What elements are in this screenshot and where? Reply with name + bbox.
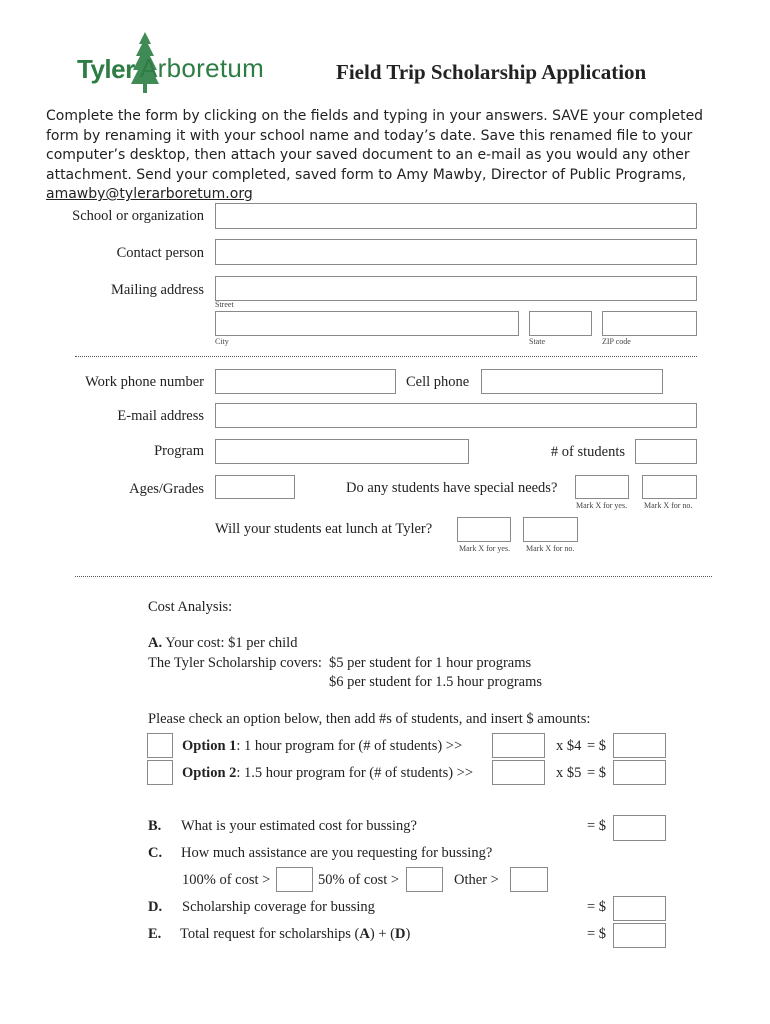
instructions-text: Complete the form by clicking on the fields and typing in your answers. SAVE your completed form by renaming it with your school name and today’s date. Save this renamed file to your computer’s desktop, then attach your saved document to an e-mail as you would any other attachment. Send your completed, saved form to Amy Mawby, Director of Public Programs, xyxy=(46,108,704,183)
street-sublabel: Street xyxy=(215,300,234,309)
d-letter-text: D. xyxy=(148,899,163,915)
e-letter xyxy=(148,926,161,943)
option-2-amount-field[interactable] xyxy=(613,760,666,785)
program-label: Program xyxy=(154,443,204,459)
school-label: School or organization xyxy=(72,208,204,224)
work-phone-label: Work phone number xyxy=(85,374,204,390)
logo-text-tyler: Tyler xyxy=(77,54,135,84)
c-letter-text: C. xyxy=(148,845,163,861)
city-field[interactable] xyxy=(215,311,519,336)
option-instruction: Please check an option below, then add #s of students, and insert $ amounts: xyxy=(148,711,591,727)
logo-text-arboretum: Arboretum xyxy=(140,53,265,83)
city-sublabel: City xyxy=(215,337,229,346)
covers-line-2: $6 per student for 1.5 hour programs xyxy=(329,674,543,690)
covers-label: The Tyler Scholarship covers: xyxy=(148,655,322,671)
d-amount-field[interactable] xyxy=(613,896,666,921)
email-field[interactable] xyxy=(215,403,697,428)
e-a: A xyxy=(359,926,370,942)
lunch-label: Will your students eat lunch at Tyler? xyxy=(215,521,433,537)
contact-field[interactable] xyxy=(215,239,697,265)
option-1-multiplier: x $4 xyxy=(556,738,582,754)
lunch-yes-sublabel: Mark X for yes. xyxy=(459,544,511,553)
e-equals: = $ xyxy=(587,926,607,942)
e-text-2: ) + ( xyxy=(369,926,395,942)
d-equals: = $ xyxy=(587,899,607,915)
d-text: Scholarship coverage for bussing xyxy=(182,899,375,915)
state-field[interactable] xyxy=(529,311,592,336)
b-equals: = $ xyxy=(587,818,607,834)
d-letter xyxy=(148,899,162,916)
lunch-yes-box[interactable] xyxy=(457,517,511,542)
special-needs-yes-box[interactable] xyxy=(575,475,629,499)
option-2-equals: = $ xyxy=(587,765,607,781)
c-question: How much assistance are you requesting for bussing? xyxy=(181,845,493,861)
cell-phone-label: Cell phone xyxy=(406,374,470,390)
b-letter-text: B. xyxy=(148,818,162,834)
lunch-no-sublabel: Mark X for no. xyxy=(526,544,575,553)
special-needs-no-box[interactable] xyxy=(642,475,697,499)
school-field[interactable] xyxy=(215,203,697,229)
e-letter-text: E. xyxy=(148,926,162,942)
option-1-equals: = $ xyxy=(587,738,607,754)
email-link[interactable]: amawby@tylerarboretum.org xyxy=(46,186,253,202)
special-needs-no-sublabel: Mark X for no. xyxy=(644,501,693,510)
program-field[interactable] xyxy=(215,439,469,464)
c-100-box[interactable] xyxy=(276,867,313,892)
c-other-box[interactable] xyxy=(510,867,548,892)
cell-phone-field[interactable] xyxy=(481,369,663,394)
email-label: E-mail address xyxy=(117,408,204,424)
c-100-label: 100% of cost > xyxy=(182,872,271,888)
option-1-label xyxy=(182,738,462,755)
students-label: # of students xyxy=(550,444,625,460)
students-field[interactable] xyxy=(635,439,697,464)
option-2-students-field[interactable] xyxy=(492,760,545,785)
c-50-box[interactable] xyxy=(406,867,443,892)
street-field[interactable] xyxy=(215,276,697,301)
option-2-title: Option 2 xyxy=(182,765,237,781)
zip-sublabel: ZIP code xyxy=(602,337,631,346)
bussing-cost-field[interactable] xyxy=(613,815,666,841)
section-divider xyxy=(75,576,712,577)
cost-heading: Cost Analysis: xyxy=(148,599,233,615)
e-text-3: ) xyxy=(405,926,411,942)
option-1-title: Option 1 xyxy=(182,738,237,754)
lunch-no-box[interactable] xyxy=(523,517,578,542)
cost-a-text: Your cost: $1 per child xyxy=(162,635,298,651)
option-1-checkbox[interactable] xyxy=(147,733,173,758)
c-other-label: Other > xyxy=(454,872,499,888)
contact-label: Contact person xyxy=(116,245,204,261)
b-letter xyxy=(148,818,161,835)
cost-a-line xyxy=(148,635,297,652)
mailing-label: Mailing address xyxy=(110,282,204,298)
instructions xyxy=(46,107,706,205)
c-letter xyxy=(148,845,162,862)
state-sublabel: State xyxy=(529,337,545,346)
option-2-multiplier: x $5 xyxy=(556,765,582,781)
option-2-checkbox[interactable] xyxy=(147,760,173,785)
option-2-label xyxy=(182,765,473,782)
option-1-amount-field[interactable] xyxy=(613,733,666,758)
e-text xyxy=(180,926,410,943)
cost-a-letter: A. xyxy=(148,635,163,651)
b-question: What is your estimated cost for bussing? xyxy=(181,818,417,834)
option-1-text: : 1 hour program for (# of students) >> xyxy=(236,738,463,754)
divider-line xyxy=(75,356,697,357)
work-phone-field[interactable] xyxy=(215,369,396,394)
special-needs-yes-sublabel: Mark X for yes. xyxy=(576,501,628,510)
c-50-label: 50% of cost > xyxy=(318,872,400,888)
option-2-text: : 1.5 hour program for (# of students) >> xyxy=(236,765,474,781)
e-d: D xyxy=(394,926,406,942)
ages-field[interactable] xyxy=(215,475,295,499)
special-needs-label: Do any students have special needs? xyxy=(346,480,558,496)
e-amount-field[interactable] xyxy=(613,923,666,948)
option-1-students-field[interactable] xyxy=(492,733,545,758)
e-text-1: Total request for scholarships ( xyxy=(180,926,360,942)
ages-label: Ages/Grades xyxy=(129,481,204,497)
covers-line-1: $5 per student for 1 hour programs xyxy=(329,655,532,671)
page-title: Field Trip Scholarship Application xyxy=(336,60,647,84)
zip-field[interactable] xyxy=(602,311,697,336)
